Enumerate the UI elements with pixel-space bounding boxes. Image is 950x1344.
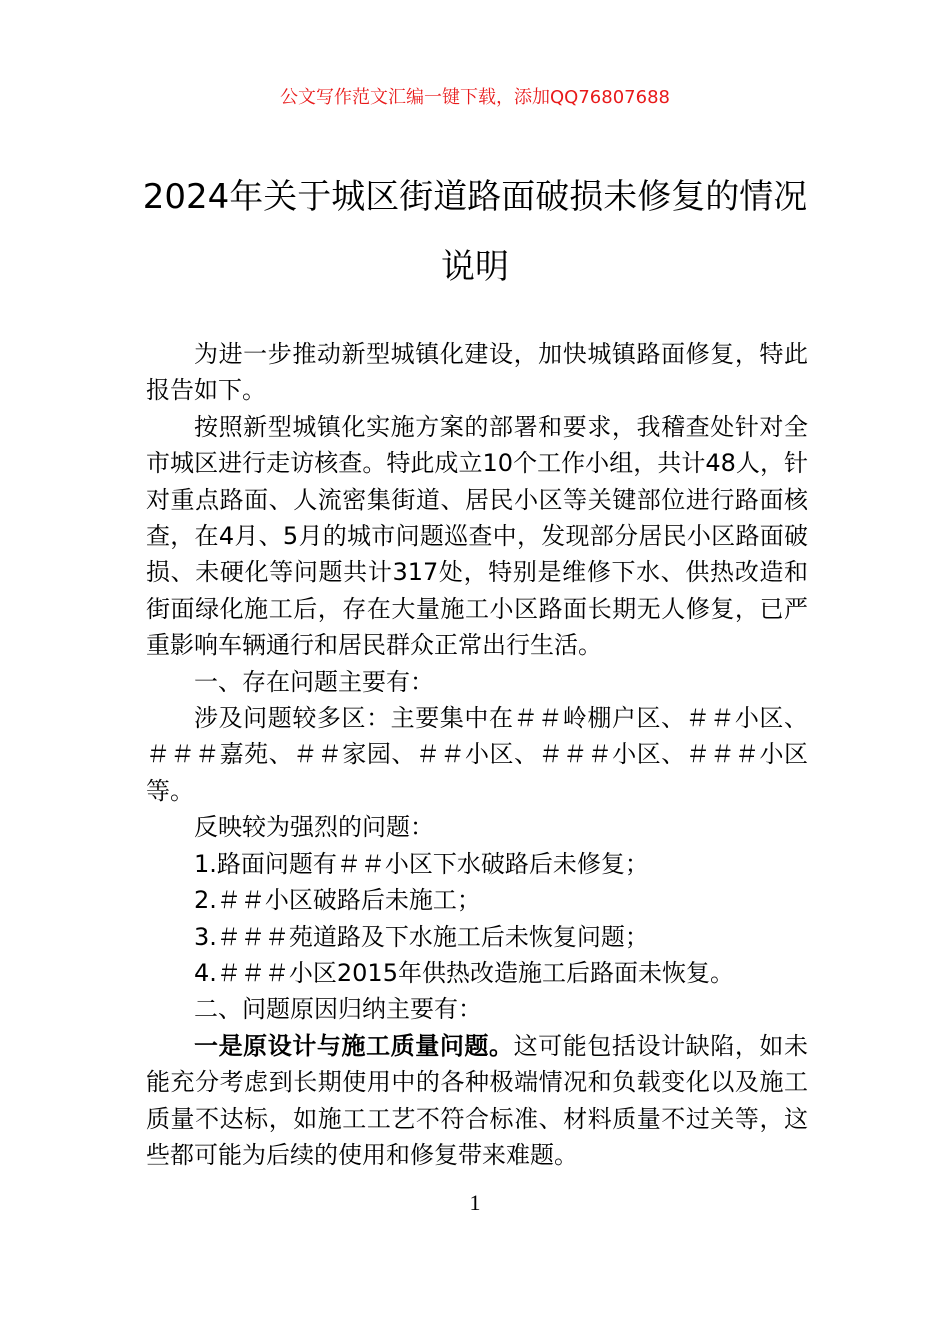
list-item: 3.＃＃＃苑道路及下水施工后未恢复问题； [194, 922, 649, 951]
list-item: 4.＃＃＃小区2015年供热改造施工后路面未恢复。 [194, 958, 734, 987]
promo-banner: 公文写作范文汇编一键下载，添加QQ76807688 [280, 87, 670, 108]
paragraph-cause-one [146, 1028, 808, 1174]
page-number: 1 [469, 1190, 481, 1215]
bold-lead-text: 一是原设计与施工质量问题。 [194, 1031, 514, 1060]
paragraph-background: 按照新型城镇化实施方案的部署和要求，我稽查处针对全市城区进行走访核查。特此成立10个工作小组，共计48人，针对重点路面、人流密集街道、居民小区等关键部位进行路面核查，在4月、5月的城市问题巡查中，发现部分居民小区路面破损、未硬化等问题共计317处，特别是维修下水、供热改造和街面绿化施工后，存在大量施工小区路面长期无人修复，已严重影响车辆通行和居民群众正常出行生活。 [146, 412, 808, 660]
document-body [146, 336, 808, 1173]
paragraph-problem-areas: 涉及问题较多区：主要集中在＃＃岭棚户区、＃＃小区、＃＃＃嘉苑、＃＃家园、＃＃小区、＃＃＃小区、＃＃＃小区等。 [146, 704, 808, 805]
paragraph-intro: 为进一步推动新型城镇化建设，加快城镇路面修复，特此报告如下。 [146, 340, 808, 405]
list-item: 2.＃＃小区破路后未施工； [194, 886, 481, 915]
page-title: 2024年关于城区街道路面破损未修复的情况说明 [142, 177, 808, 287]
paragraph-strong-issues: 反映较为强烈的问题： [194, 813, 434, 842]
section-heading-causes: 二、问题原因归纳主要有： [194, 995, 482, 1024]
cause-detail-text: 这可能包括设计缺陷，如未能充分考虑到长期使用中的各种极端情况和负载变化以及施工质量不达标，如施工工艺不符合标准、材料质量不过关等，这些都可能为后续的使用和修复带来难题。 [146, 1031, 809, 1169]
list-item: 1.路面问题有＃＃小区下水破路后未修复； [194, 849, 649, 878]
section-heading-problems: 一、存在问题主要有： [194, 667, 434, 696]
